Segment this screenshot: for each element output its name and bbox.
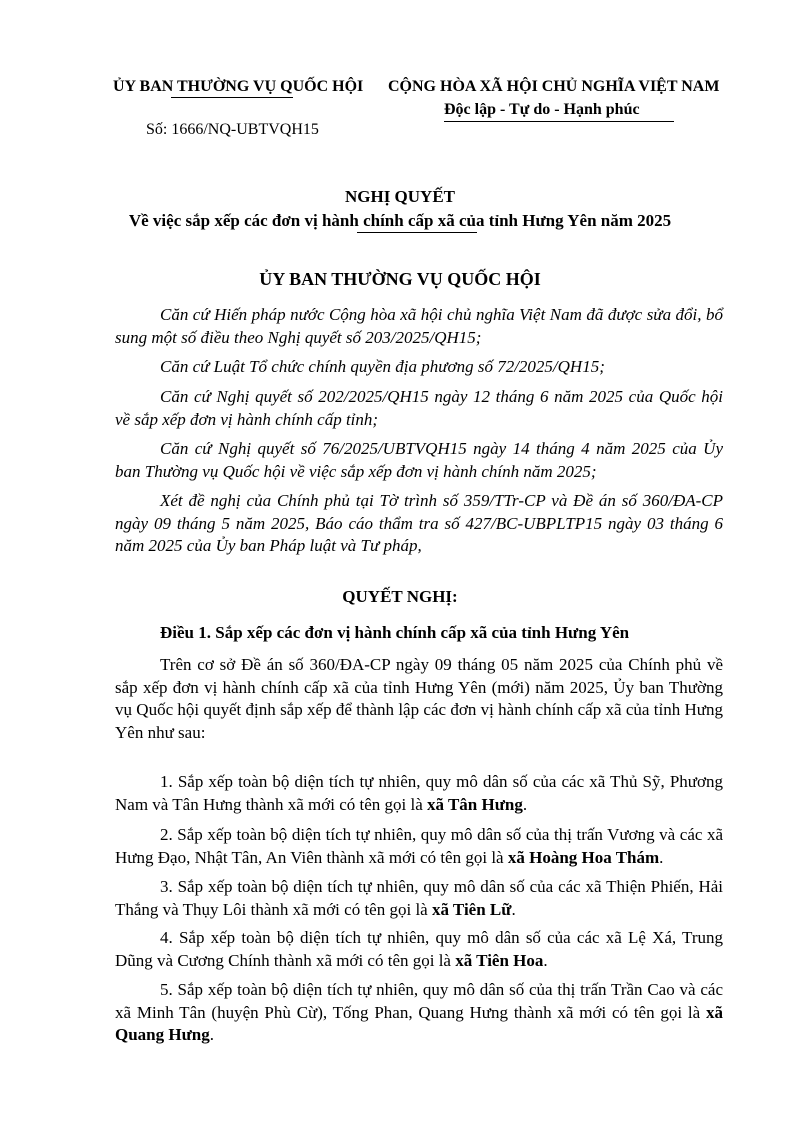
document-type: NGHỊ QUYẾT <box>344 187 456 206</box>
agency-underline <box>171 97 293 98</box>
basis-paragraph-resolution-202: Căn cứ Nghị quyết số 202/2025/QH15 ngày 12 tháng 6 năm 2025 của Quốc hội về sắp xếp đơn vị hành chính cấp tỉnh; <box>115 387 723 429</box>
item-text: 3. Sắp xếp toàn bộ diện tích tự nhiên, quy mô dân số của các xã Thiện Phiến, Hải Thắng và Thụy Lôi thành xã mới có tên gọi là <box>115 877 723 919</box>
subject-underline <box>357 232 477 233</box>
basis-paragraph-resolution-76: Căn cứ Nghị quyết số 76/2025/UBTVQH15 ngày 14 tháng 4 năm 2025 của Ủy ban Thường vụ Quốc hội về việc sắp xếp đơn vị hành chính năm 2025; <box>115 439 723 481</box>
issuing-body: ỦY BAN THƯỜNG VỤ QUỐC HỘI <box>259 269 541 289</box>
item-period: . <box>543 950 548 970</box>
item-period: . <box>209 1025 215 1044</box>
item-period: . <box>522 794 528 814</box>
decision-heading: QUYẾT NGHỊ: <box>342 587 458 606</box>
item-period: . <box>659 847 664 867</box>
article-1-item <box>115 979 723 1047</box>
article-1-heading: Điều 1. Sắp xếp các đơn vị hành chính cấp xã của tỉnh Hưng Yên <box>160 623 630 642</box>
article-1-item <box>115 876 723 921</box>
item-text: 5. Sắp xếp toàn bộ diện tích tự nhiên, quy mô dân số của thị trấn Trần Cao và các xã Minh Tân (huyện Phù Cừ), Tống Phan, Quang Hưng thành xã mới có tên gọi là <box>115 980 723 1022</box>
article-1-item <box>115 771 723 816</box>
item-text: 4. Sắp xếp toàn bộ diện tích tự nhiên, quy mô dân số của các xã Lệ Xá, Trung Dũng và Cương Chính thành xã mới có tên gọi là <box>115 928 723 970</box>
commune-name: xã Tiên Hoa <box>455 950 544 970</box>
motto-underline <box>444 121 674 122</box>
article-1-intro: Trên cơ sở Đề án số 360/ĐA-CP ngày 09 tháng 05 năm 2025 của Chính phủ về sắp xếp đơn vị hành chính cấp xã của tỉnh Hưng Yên (mới) năm 2025, Ủy ban Thường vụ Quốc hội quyết định sắp xếp để thành lập các đơn vị hành chính cấp xã của tỉnh Hưng Yên như sau: <box>115 655 723 742</box>
basis-paragraph-proposal: Xét đề nghị của Chính phủ tại Tờ trình số 359/TTr-CP và Đề án số 360/ĐA-CP ngày 09 tháng 5 năm 2025, Báo cáo thẩm tra số 427/BC-UBPLTP15 ngày 03 tháng 6 năm 2025 của Ủy ban Pháp luật và Tư pháp, <box>115 491 723 555</box>
article-1-item <box>115 927 723 972</box>
item-text: 2. Sắp xếp toàn bộ diện tích tự nhiên, quy mô dân số của thị trấn Vương và các xã Hưng Đạo, Nhật Tân, An Viên thành xã mới có tên gọi là <box>115 825 723 867</box>
agency-name: ỦY BAN THƯỜNG VỤ QUỐC HỘI <box>113 78 364 95</box>
commune-name: xã Quang Hưng <box>115 1002 723 1044</box>
item-period: . <box>511 899 516 919</box>
national-title: CỘNG HÒA XÃ HỘI CHỦ NGHĨA VIỆT NAM <box>388 78 720 95</box>
basis-paragraph-constitution: Căn cứ Hiến pháp nước Cộng hòa xã hội chủ nghĩa Việt Nam đã được sửa đổi, bổ sung một số điều theo Nghị quyết số 203/2025/QH15; <box>115 305 723 347</box>
commune-name: xã Tân Hưng <box>427 794 523 814</box>
commune-name: xã Tiên Lữ <box>431 899 512 919</box>
basis-paragraph-local-gov-law: Căn cứ Luật Tổ chức chính quyền địa phương số 72/2025/QH15; <box>160 357 605 376</box>
article-1-item <box>115 824 723 869</box>
item-text: 1. Sắp xếp toàn bộ diện tích tự nhiên, quy mô dân số của các xã Thủ Sỹ, Phương Nam và Tân Hưng thành xã mới có tên gọi là <box>115 772 723 814</box>
document-number: Số: 1666/NQ-UBTVQH15 <box>146 121 319 138</box>
national-motto: Độc lập - Tự do - Hạnh phúc <box>444 101 640 118</box>
commune-name: xã Hoàng Hoa Thám <box>507 847 660 867</box>
document-subject: Về việc sắp xếp các đơn vị hành chính cấp xã của tỉnh Hưng Yên năm 2025 <box>128 211 672 230</box>
